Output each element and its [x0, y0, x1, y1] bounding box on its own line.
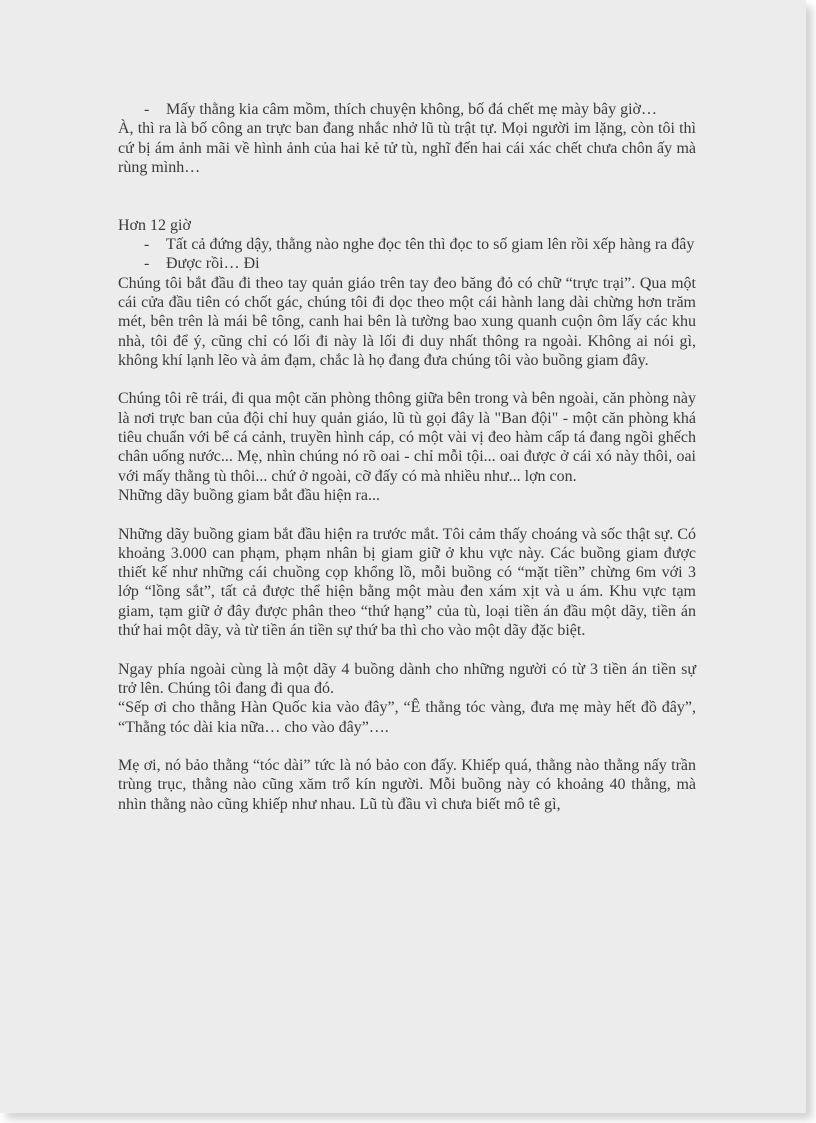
paragraph: Chúng tôi rẽ trái, đi qua một căn phòng thông giữa bên trong và bên ngoài, căn phòng này là nơi trực ban của đội chỉ huy quản giáo, lũ tù gọi đây là "Ban đội" - một căn phòng khá tiêu chuẩn với bể cá cảnh, truyền hình cáp, có một vài vị đeo hàm cấp tá đang ngồi ghếch chân uống nước... Mẹ, nhìn chúng nó rõ oai - chỉ mỗi tội... oai được ở cái xó này thôi, oai với mấy thằng tù thôi... chứ ở ngoài, cỡ đấy có mà nhiều như... lợn con. — [118, 390, 696, 485]
time-heading: Hơn 12 giờ — [118, 216, 191, 234]
paragraph: À, thì ra là bố công an trực ban đang nhắc nhở lũ tù trật tự. Mọi người im lặng, còn tôi thì cứ bị ám ảnh mãi về hình ảnh của hai kẻ tử tù, nghĩ đến hai cái xác chết chưa chôn ấy mà rùng mình… — [118, 120, 696, 176]
paragraph: Chúng tôi bắt đầu đi theo tay quản giáo trên tay đeo băng đỏ có chữ “trực trại”. Qua một cái cửa đầu tiên có chốt gác, chúng tôi đi dọc theo một cái hành lang dài chừng hơn trăm mét, bên trên là mái bê tông, canh hai bên là tường bao xung quanh cuộn ôm lấy các khu nhà, tôi để ý, cũng chỉ có lối đi này là lối đi duy nhất thông ra ngoài. Không ai nói gì, không khí lạnh lẽo và ảm đạm, chắc là họ đang đưa chúng tôi vào buồng giam đây. — [118, 274, 696, 369]
dash-mark: - — [144, 101, 150, 118]
spacer — [118, 640, 696, 659]
paragraph: Những dãy buồng giam bắt đầu hiện ra... — [118, 486, 380, 504]
spacer — [118, 737, 696, 756]
document-body — [118, 100, 696, 814]
spacer — [118, 370, 696, 389]
dash-mark: - — [144, 255, 150, 273]
paragraph: Mẹ ơi, nó bảo thằng “tóc dài” tức là nó bảo con đấy. Khiếp quá, thằng nào thằng nấy trần trùng trục, thằng nào cũng xăm trổ kín người. Mỗi buồng này có khoảng 40 thằng, mà nhìn thằng nào cũng khiếp như nhau. Lũ tù đầu vì chưa biết mô tê gì, — [118, 757, 696, 813]
paragraph: “Sếp ơi cho thằng Hàn Quốc kia vào đây”, “Ê thằng tóc vàng, đưa mẹ mày hết đồ đây”, “Thằng tóc dài kia nữa… cho vào đây”…. — [118, 699, 696, 736]
dialogue-line — [118, 254, 696, 273]
spacer — [118, 177, 696, 216]
dialogue-line — [118, 235, 696, 254]
paragraph: Ngay phía ngoài cùng là một dãy 4 buồng dành cho những người có từ 3 tiền án tiền sự trở lên. Chúng tôi đang đi qua đó. — [118, 660, 696, 697]
spacer — [118, 505, 696, 524]
paragraph: Những dãy buồng giam bắt đầu hiện ra trước mắt. Tôi cảm thấy choáng và sốc thật sự. Có khoảng 3.000 can phạm, phạm nhân bị giam giữ ở khu vực này. Các buồng giam được thiết kế như những cái chuồng cọp khổng lồ, mỗi buồng có “mặt tiền” chừng 6m với 3 lớp “lồng sắt”, tất cả được thể hiện bằng một màu đen xám xịt và u ám. Khu vực tạm giam, tạm giữ ở đây được phân theo “thứ hạng” của tù, loại tiền án đầu một dãy, tiền án thứ hai một dãy, và từ tiền án tiền sự thứ ba thì cho vào một dãy đặc biệt. — [118, 525, 696, 640]
dialogue-text: Được rồi… Đi — [166, 255, 260, 273]
dash-mark: - — [144, 236, 150, 254]
dialogue-text: Tất cả đứng dậy, thằng nào nghe đọc tên thì đọc to số giam lên rồi xếp hàng ra đây — [166, 236, 695, 254]
dialogue-line — [118, 100, 696, 119]
dialogue-text: Mấy thằng kia câm mồm, thích chuyện không, bố đá chết mẹ mày bây giờ… — [166, 101, 658, 118]
